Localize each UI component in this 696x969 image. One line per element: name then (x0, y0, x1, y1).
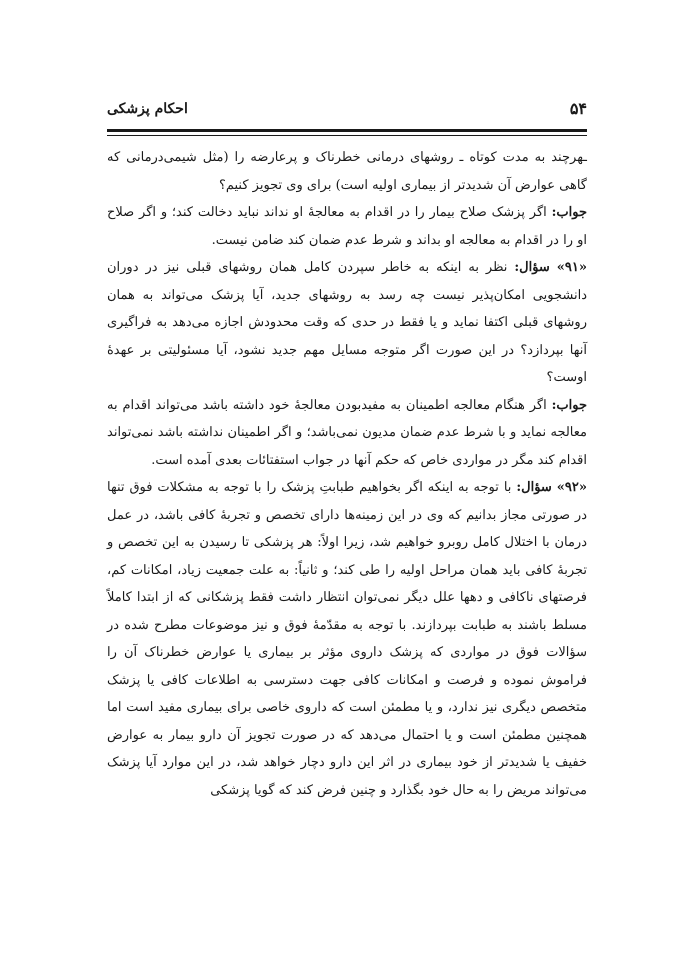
page-number: ۵۴ (569, 99, 587, 118)
paragraph-continuation (107, 144, 587, 199)
question-label: سؤال: (514, 260, 550, 275)
body-text (107, 144, 587, 804)
paragraph-question-91 (107, 254, 587, 392)
paragraph-answer (107, 392, 587, 475)
header-rule-thick (107, 129, 587, 132)
paragraph-text: با توجه به اینکه اگر بخواهیم طبابتِ پزشک را با توجه به مشکلات فوق تنها در صورتی مجاز بدانیم که وی در این زمینه‌ها دارای تخصص و تجربهٔ کافی باشد، در عمل درمان با اختلال کامل روبرو خواهیم شد، زیرا اولاً: هر پزشکی تا رسیدن به این تخصص و تجربهٔ کافی باید همان مراحل اولیه را طی کند؛ و ثانیاً: به علت جمعیت زیاد، امکانات کم، فرصتهای ناکافی و دهها علل دیگر نمی‌توان انتظار داشت فقط پزشکانی که از ابتدا کاملاً مسلط باشند به طبابت بپردازند. با توجه به مقدّمهٔ فوق و نیز موضوعات مطرح شده در سؤالات فوق در مواردی که پزشک داروی مؤثر بر بیماری یا عوارض خطرناک آن را فراموش نموده و فرصت و امکانات کافی جهت دسترسی به اطلاعات کافی یا پزشک متخصص دیگری نیز ندارد، و یا مطمئن است که داروی خاصی برای بیماری مفید است اما همچنین مطمئن است و یا احتمال می‌دهد که در صورت تجویز آن دارو بیمار به عوارض خفیف یا شدیدتر از خود بیماری در اثر این دارو دچار خواهد شد، در این موارد آیا پزشک می‌تواند مریض را به حال خود بگذارد و چنین فرض کند که گویا پزشکی (107, 480, 587, 798)
paragraph-text: نظر به اینکه به خاطر سپردن کامل همان روشهای قبلی نیز در دوران دانشجویی امکان‌پذیر نیست چه رسد به روشهای جدید، آیا پزشک می‌تواند به همان روشهای قبلی اکتفا نماید و یا فقط در حدی که وقت محدودش اجازه می‌دهد به فراگیری آنها بپردازد؟ در این صورت اگر متوجه مسایل مهم جدید نشود، آیا مسئولیتی بر عهدهٔ اوست؟ (107, 260, 587, 385)
question-number: «۹۱» (556, 260, 587, 275)
answer-label: جواب: (551, 397, 587, 413)
running-header (107, 99, 587, 127)
question-label: سؤال: (516, 480, 552, 495)
paragraph-answer (107, 199, 587, 254)
paragraph-text: اگر هنگام معالجه اطمینان به مفیدبودن معالجهٔ خود داشته باشد می‌تواند اقدام به معالجه نماید و با شرط عدم ضمان مدیون نمی‌باشد؛ و اگر اطمینان نداشته باشد نمی‌تواند اقدام کند مگر در مواردی خاص که حکم آنها در جواب استفتائات بعدی آمده است. (107, 397, 587, 468)
answer-label: جواب: (551, 205, 587, 220)
header-rule-thin (107, 135, 587, 136)
question-number: «۹۲» (556, 480, 587, 495)
book-title: احکام پزشکی (107, 101, 188, 117)
paragraph-text: اگر پزشک صلاح بیمار را در اقدام به معالجهٔ او نداند نباید دخالت کند؛ و اگر صلاح او را در اقدام به معالجه او بداند و شرط عدم ضمان کند ضامن نیست. (107, 205, 587, 248)
paragraph-text: ـهرچند به مدت کوتاه ـ روشهای درمانی خطرناک و پرعارضه را (مثل شیمی‌درمانی که گاهی عوارض آن شدیدتر از بیماری اولیه است) برای وی تجویز کنیم؟ (107, 150, 587, 193)
paragraph-question-92 (107, 474, 587, 804)
